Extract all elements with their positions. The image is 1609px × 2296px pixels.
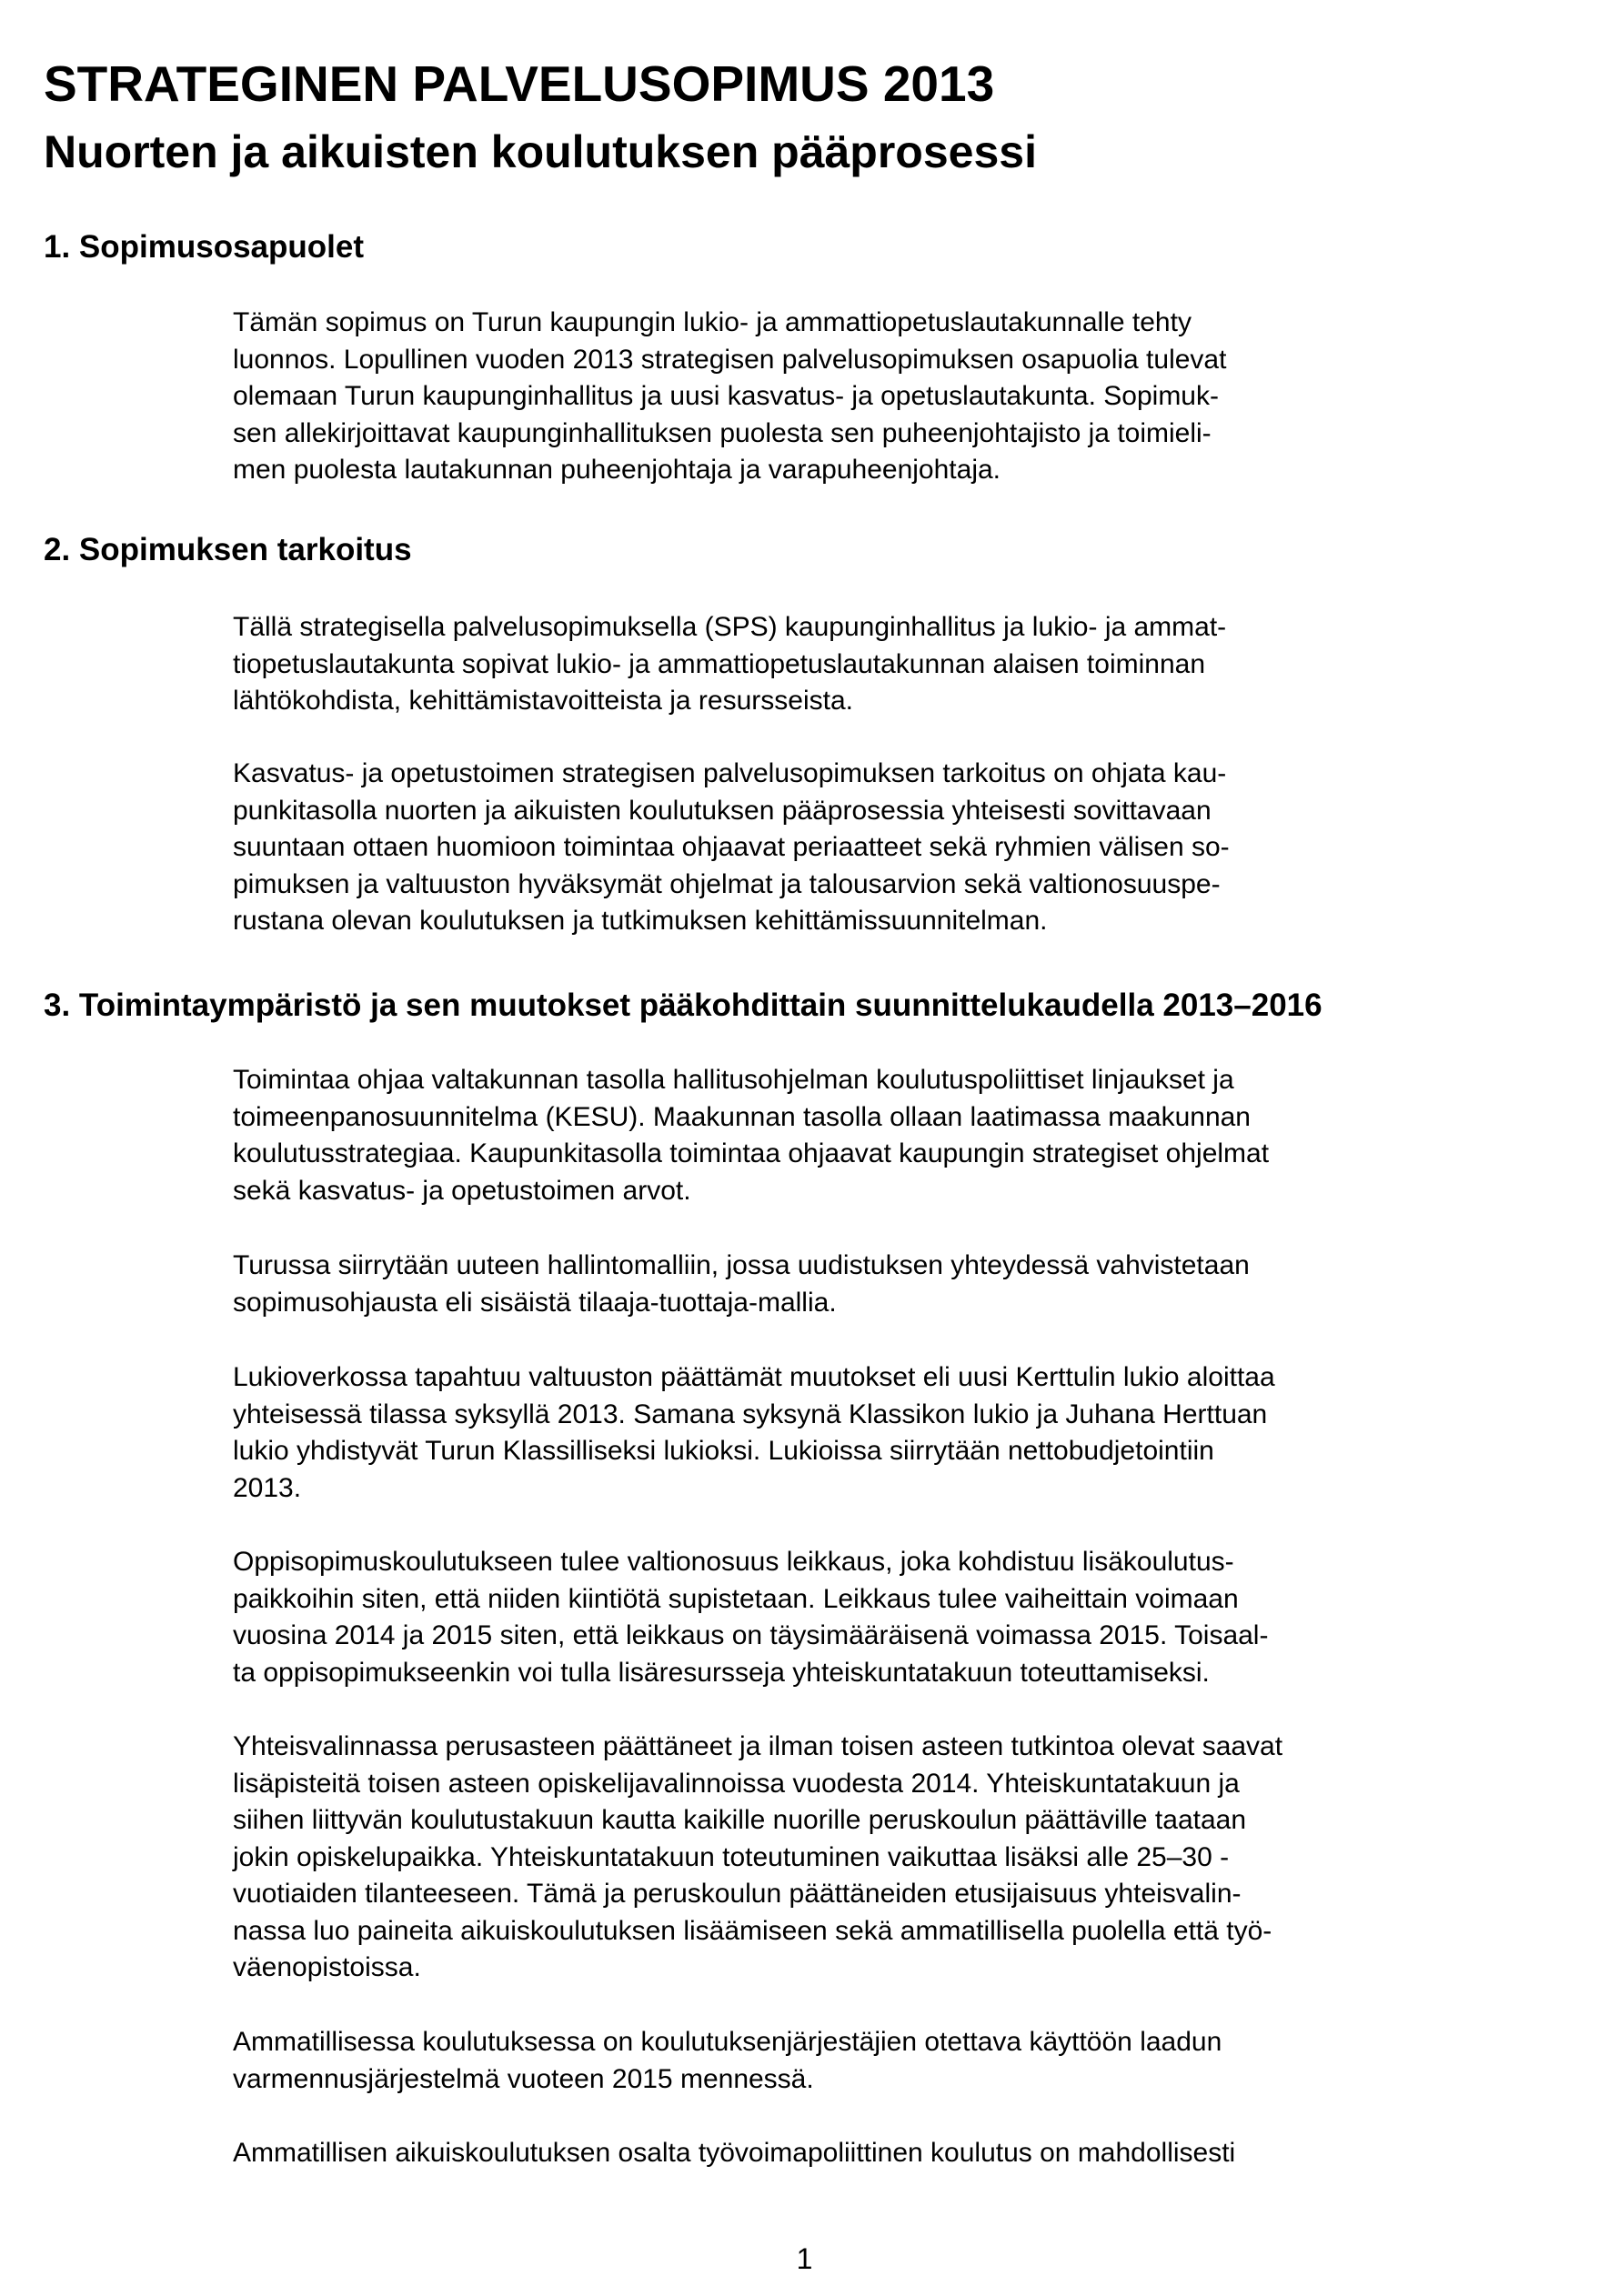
paragraph-line: olemaan Turun kaupunginhallitus ja uusi kasvatus- ja opetuslautakunta. Sopimuk- [233, 381, 1219, 411]
paragraph-line: Toimintaa ohjaa valtakunnan tasolla hallitusohjelman koulutuspoliittiset linjaukset ja [233, 1065, 1234, 1095]
paragraph [233, 305, 1506, 489]
section-heading-sopimuksen-tarkoitus: 2. Sopimuksen tarkoitus [44, 532, 412, 567]
paragraph-line: vuotiaiden tilanteeseen. Tämä ja peruskoulun päättäneiden etusijaisuus yhteisvalin- [233, 1879, 1242, 1909]
paragraph [233, 1359, 1506, 1507]
paragraph-line: Tämän sopimus on Turun kaupungin lukio- ja ammattiopetuslautakunnalle tehty [233, 307, 1192, 337]
paragraph [233, 2024, 1506, 2098]
paragraph [233, 756, 1506, 940]
paragraph-line: ta oppisopimukseenkin voi tulla lisäresursseja yhteiskuntatakuun toteuttamiseksi. [233, 1657, 1210, 1688]
paragraph-line: luonnos. Lopullinen vuoden 2013 strategisen palvelusopimuksen osapuolia tulevat [233, 344, 1227, 375]
paragraph-line: tiopetuslautakunta sopivat lukio- ja ammattiopetuslautakunnan alaisen toiminnan [233, 648, 1205, 679]
paragraph-line: sopimusohjausta eli sisäistä tilaaja-tuottaja-mallia. [233, 1287, 837, 1318]
paragraph [233, 1062, 1506, 1209]
paragraph-line: Oppisopimuskoulutukseen tulee valtionosuus leikkaus, joka kohdistuu lisäkoulutus- [233, 1547, 1234, 1577]
paragraph-line: 2013. [233, 1472, 302, 1503]
paragraph [233, 1248, 1506, 1321]
section-heading-toimintaymparisto: 3. Toimintaympäristö ja sen muutokset pääkohdittain suunnittelukaudella 2013–2016 [44, 988, 1322, 1023]
page-number: 1 [796, 2242, 813, 2275]
section-heading-sopimusosapuolet: 1. Sopimusosapuolet [44, 229, 364, 265]
paragraph-line: men puolesta lautakunnan puheenjohtaja ja varapuheenjohtaja. [233, 455, 1001, 485]
paragraph-line: sen allekirjoittavat kaupunginhallituksen puolesta sen puheenjohtajisto ja toimieli- [233, 417, 1212, 448]
paragraph-line: Ammatillisen aikuiskoulutuksen osalta työvoimapoliittinen koulutus on mahdollisesti [233, 2138, 1236, 2168]
paragraph-line: vuosina 2014 ja 2015 siten, että leikkaus on täysimääräisenä voimassa 2015. Toisaal- [233, 1620, 1269, 1650]
paragraph-line: rustana olevan koulutuksen ja tutkimuksen kehittämissuunnitelman. [233, 906, 1048, 936]
paragraph-line: jokin opiskelupaikka. Yhteiskuntatakuun toteutuminen vaikuttaa lisäksi alle 25–30 - [233, 1841, 1230, 1872]
paragraph-line: yhteisessä tilassa syksyllä 2013. Samana syksynä Klassikon lukio ja Juhana Herttuan [233, 1399, 1268, 1429]
paragraph-line: suuntaan ottaen huomioon toimintaa ohjaavat periaatteet sekä ryhmien välisen so- [233, 832, 1230, 862]
paragraph-line: paikkoihin siten, että niiden kiintiötä supistetaan. Leikkaus tulee vaiheittain voimaan [233, 1583, 1239, 1614]
paragraph-line: Tällä strategisella palvelusopimuksella (SPS) kaupunginhallitus ja lukio- ja ammat- [233, 612, 1227, 642]
paragraph [233, 2135, 1506, 2172]
paragraph [233, 1544, 1506, 1691]
paragraph-line: toimeenpanosuunnitelma (KESU). Maakunnan tasolla ollaan laatimassa maakunnan [233, 1101, 1251, 1132]
document-subtitle: Nuorten ja aikuisten koulutuksen pääprosessi [44, 126, 1037, 177]
paragraph-line: Yhteisvalinnassa perusasteen päättäneet ja ilman toisen asteen tutkintoa olevat saavat [233, 1731, 1283, 1761]
paragraph-line: siihen liittyvän koulutustakuun kautta kaikille nuorille peruskoulun päättäville taataan [233, 1805, 1247, 1835]
paragraph-line: Ammatillisessa koulutuksessa on koulutuksenjärjestäjien otettava käyttöön laadun [233, 2027, 1222, 2057]
paragraph-line: nassa luo paineita aikuiskoulutuksen lisäämiseen sekä ammatillisella puolella että työ- [233, 1915, 1272, 1946]
paragraph [233, 609, 1506, 720]
paragraph-line: varmennusjärjestelmä vuoteen 2015 mennessä. [233, 2063, 814, 2094]
paragraph-line: väenopistoissa. [233, 1952, 421, 1982]
paragraph-line: koulutusstrategiaa. Kaupunkitasolla toimintaa ohjaavat kaupungin strategiset ohjelmat [233, 1138, 1270, 1168]
paragraph-line: Lukioverkossa tapahtuu valtuuston päättämät muutokset eli uusi Kerttulin lukio aloittaa [233, 1362, 1275, 1392]
paragraph-line: sekä kasvatus- ja opetustoimen arvot. [233, 1175, 691, 1206]
document-title: STRATEGINEN PALVELUSOPIMUS 2013 [44, 55, 995, 112]
paragraph-line: Kasvatus- ja opetustoimen strategisen palvelusopimuksen tarkoitus on ohjata kau- [233, 758, 1227, 788]
paragraph-line: lähtökohdista, kehittämistavoitteista ja resursseista. [233, 686, 853, 716]
paragraph-line: lisäpisteitä toisen asteen opiskelijavalinnoissa vuodesta 2014. Yhteiskuntatakuun ja [233, 1768, 1240, 1799]
paragraph-line: Turussa siirrytään uuteen hallintomalliin, jossa uudistuksen yhteydessä vahvistetaan [233, 1250, 1250, 1280]
paragraph [233, 1729, 1506, 1987]
paragraph-line: punkitasolla nuorten ja aikuisten koulutuksen pääprosessia yhteisesti sovittavaan [233, 795, 1212, 826]
paragraph-line: lukio yhdistyvät Turun Klassilliseksi lukioksi. Lukioissa siirrytään nettobudjetointiin [233, 1436, 1214, 1466]
paragraph-line: pimuksen ja valtuuston hyväksymät ohjelmat ja talousarvion sekä valtionosuuspe- [233, 868, 1221, 899]
